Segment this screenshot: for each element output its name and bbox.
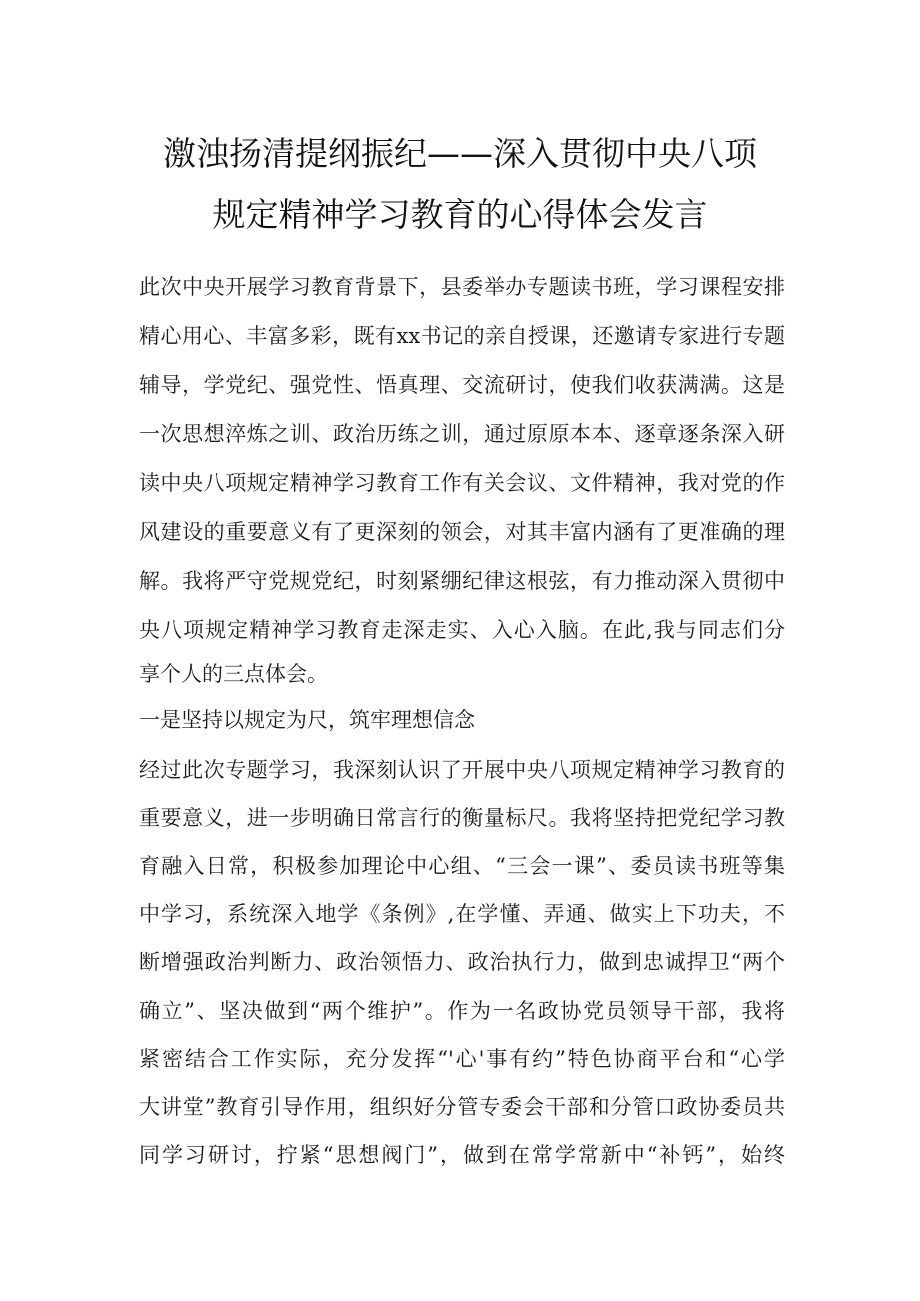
body-line: 确立”、坚决做到“两个维护”。作为一名政协党员领导干部，我将 xyxy=(139,999,785,1023)
body-line: 此次中央开展学习教育背景下，县委举办专题读书班，学习课程安排 xyxy=(139,275,785,299)
body-line-paragraph-end: 享个人的三点体会。 xyxy=(139,662,328,686)
body-line: 重要意义，进一步明确日常言行的衡量标尺。我将坚持把党纪学习教 xyxy=(139,806,785,830)
body-line: 辅导，学党纪、强党性、悟真理、交流研讨，使我们收获满满。这是 xyxy=(139,373,785,397)
body-line: 断增强政治判断力、政治领悟力、政治执行力，做到忠诚捍卫“两个 xyxy=(139,950,785,974)
body-line: 紧密结合工作实际，充分发挥“'心'事有约”特色协商平台和“心学 xyxy=(139,1047,785,1071)
body-line: 育融入日常，积极参加理论中心组、“三会一课”、委员读书班等集 xyxy=(139,854,785,878)
body-line: 中学习，系统深入地学《条例》,在学懂、弄通、做实上下功夫，不 xyxy=(139,902,785,926)
body-line: 精心用心、丰富多彩，既有xx书记的亲自授课，还邀请专家进行专题 xyxy=(139,324,785,348)
body-line: 风建设的重要意义有了更深刻的领会，对其丰富内涵有了更准确的理 xyxy=(139,520,785,544)
body-line: 读中央八项规定精神学习教育工作有关会议、文件精神，我对党的作 xyxy=(139,471,785,495)
body-line: 解。我将严守党规党纪，时刻紧绷纪律这根弦，有力推动深入贯彻中 xyxy=(139,569,785,593)
body-line: 同学习研讨，拧紧“思想阀门”，做到在常学常新中“补钙”，始终 xyxy=(139,1143,785,1167)
document-title-line-2: 规定精神学习教育的心得体会发言 xyxy=(212,195,708,234)
body-line: 经过此次专题学习，我深刻认识了开展中央八项规定精神学习教育的 xyxy=(139,758,785,782)
section-heading-1: 一是坚持以规定为尺，筑牢理想信念 xyxy=(139,708,475,732)
body-line: 央八项规定精神学习教育走深走实、入心入脑。在此,我与同志们分 xyxy=(139,618,785,642)
body-line: 一次思想淬炼之训、政治历练之训，通过原原本本、逐章逐条深入研 xyxy=(139,422,785,446)
body-line: 大讲堂”教育引导作用，组织好分管专委会干部和分管口政协委员共 xyxy=(139,1095,785,1119)
document-title-line-1: 激浊扬清提纲振纪——深入贯彻中央八项 xyxy=(163,134,757,173)
